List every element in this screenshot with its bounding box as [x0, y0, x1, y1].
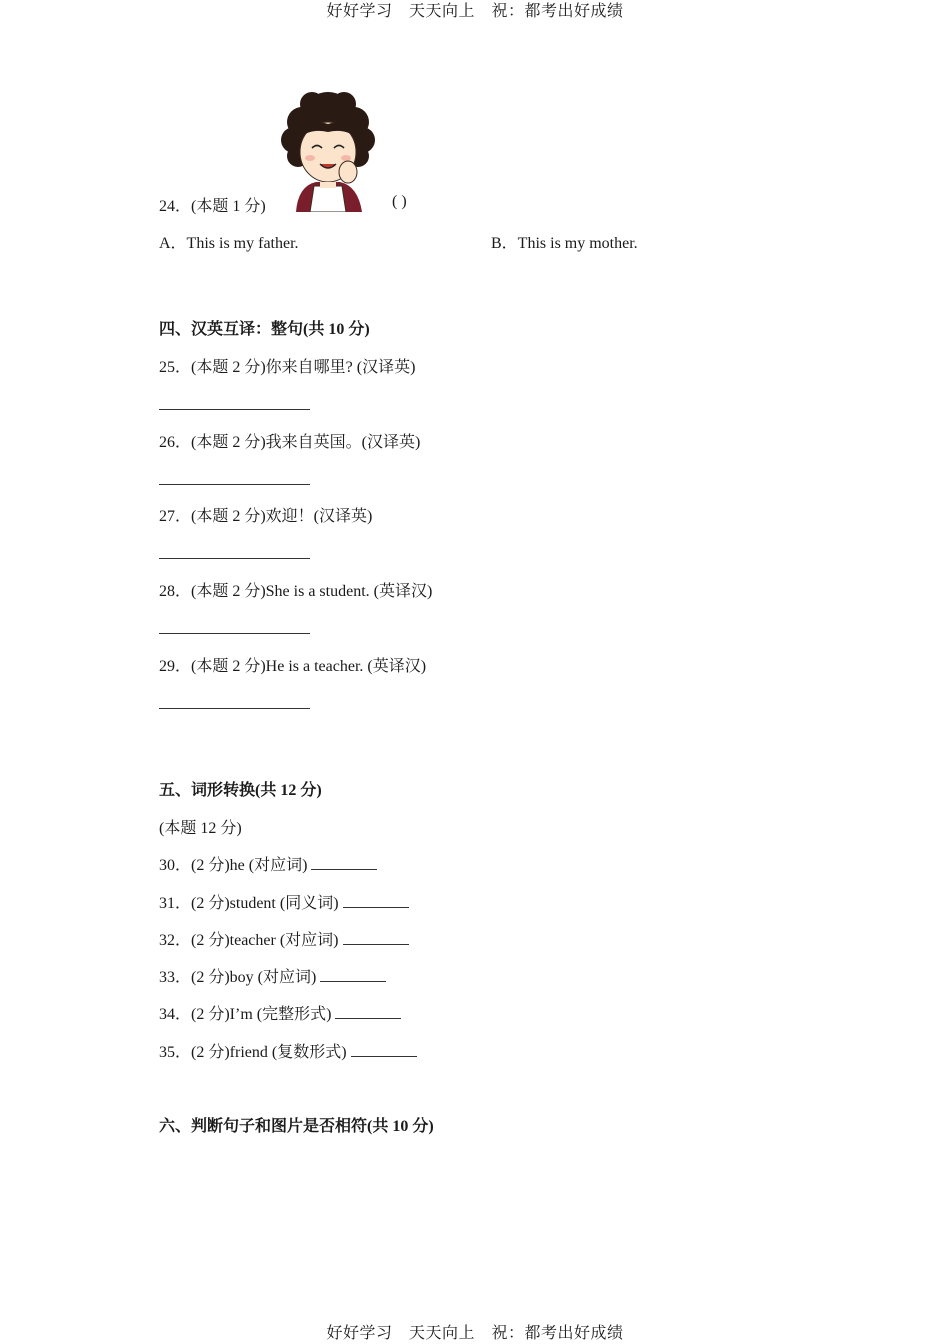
question-24-option-a: A．This is my father. — [159, 235, 299, 252]
question-35-text: 35．(2 分)friend (复数形式) — [159, 1044, 351, 1061]
page-footer: 好好学习 天天向上 祝：都考出好成绩 — [326, 1325, 624, 1342]
answer-blank-28[interactable] — [159, 633, 310, 634]
question-31-text: 31．(2 分)student (同义词) — [159, 895, 343, 912]
question-33 — [159, 964, 386, 987]
section-5-title: 五、词形转换(共 12 分) — [159, 782, 322, 799]
question-35 — [159, 1039, 417, 1062]
question-34 — [159, 1001, 401, 1024]
answer-blank-33[interactable] — [320, 967, 386, 982]
answer-blank-34[interactable] — [335, 1004, 401, 1019]
question-26: 26．(本题 2 分)我来自英国。(汉译英) — [159, 434, 421, 451]
question-24-answer-paren: ( ) — [392, 193, 407, 210]
question-32-text: 32．(2 分)teacher (对应词) — [159, 932, 343, 949]
question-25: 25．(本题 2 分)你来自哪里? (汉译英) — [159, 359, 416, 376]
answer-blank-27[interactable] — [159, 558, 310, 559]
question-27: 27．(本题 2 分)欢迎！(汉译英) — [159, 508, 373, 525]
answer-blank-26[interactable] — [159, 484, 310, 485]
answer-blank-31[interactable] — [343, 893, 409, 908]
question-32 — [159, 927, 409, 950]
question-33-text: 33．(2 分)boy (对应词) — [159, 969, 321, 986]
question-24-number: 24．(本题 1 分) — [159, 198, 266, 215]
page-header: 好好学习 天天向上 祝：都考出好成绩 — [326, 3, 624, 20]
answer-blank-32[interactable] — [343, 930, 409, 945]
question-28: 28．(本题 2 分)She is a student. (英译汉) — [159, 583, 433, 600]
answer-blank-25[interactable] — [159, 409, 310, 410]
question-30 — [159, 852, 377, 875]
answer-blank-29[interactable] — [159, 708, 310, 709]
section-6-title: 六、判断句子和图片是否相符(共 10 分) — [159, 1118, 434, 1135]
answer-blank-30[interactable] — [311, 855, 377, 870]
question-24-option-b: B．This is my mother. — [491, 235, 638, 252]
question-34-text: 34．(2 分)I’m (完整形式) — [159, 1006, 336, 1023]
question-29: 29．(本题 2 分)He is a teacher. (英译汉) — [159, 658, 427, 675]
section-5-note: (本题 12 分) — [159, 820, 242, 837]
section-4-title: 四、汉英互译：整句(共 10 分) — [159, 321, 370, 338]
mother-cartoon-image — [276, 88, 380, 212]
question-30-text: 30．(2 分)he (对应词) — [159, 857, 312, 874]
answer-blank-35[interactable] — [351, 1042, 417, 1057]
question-31 — [159, 890, 409, 913]
